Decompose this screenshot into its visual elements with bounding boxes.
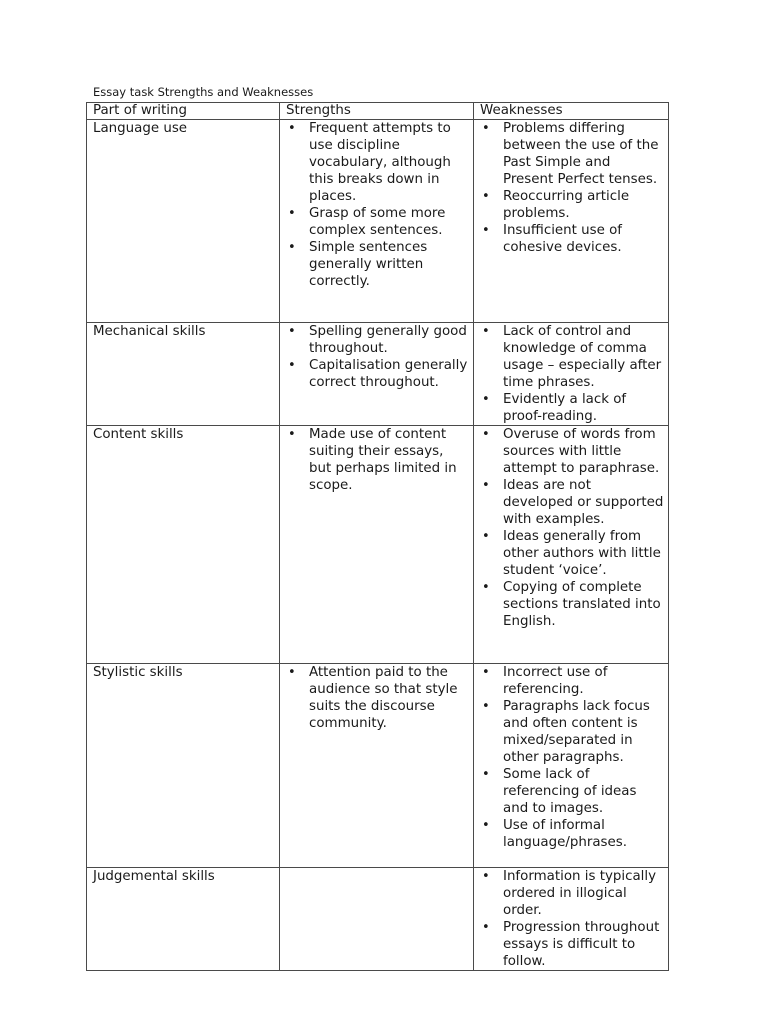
header-strengths: Strengths bbox=[280, 103, 474, 120]
table-header-row bbox=[87, 103, 669, 120]
strengths-list bbox=[286, 323, 469, 391]
list-item: • Insufficient use of cohesive devices. bbox=[480, 222, 664, 256]
strengths-list bbox=[286, 664, 469, 732]
list-item: • Attention paid to the audience so that style suits the discourse community. bbox=[286, 664, 469, 732]
list-item: • Overuse of words from sources with little attempt to paraphrase. bbox=[480, 426, 664, 477]
list-item: • Use of informal language/phrases. bbox=[480, 817, 664, 851]
weaknesses-list bbox=[480, 323, 664, 425]
table-row bbox=[87, 323, 669, 426]
list-item: • Frequent attempts to use discipline vocabulary, although this breaks down in places. bbox=[286, 120, 469, 205]
weaknesses-cell bbox=[474, 664, 669, 868]
list-item: • Spelling generally good throughout. bbox=[286, 323, 469, 357]
weaknesses-list bbox=[480, 868, 664, 970]
strengths-cell bbox=[280, 868, 474, 971]
part-cell: Stylistic skills bbox=[87, 664, 280, 868]
part-cell: Content skills bbox=[87, 426, 280, 664]
list-item: • Lack of control and knowledge of comma usage – especially after time phrases. bbox=[480, 323, 664, 391]
strengths-cell bbox=[280, 664, 474, 868]
list-item: • Capitalisation generally correct throughout. bbox=[286, 357, 469, 391]
part-cell: Language use bbox=[87, 120, 280, 323]
weaknesses-cell bbox=[474, 868, 669, 971]
weaknesses-list bbox=[480, 664, 664, 851]
part-cell: Judgemental skills bbox=[87, 868, 280, 971]
weaknesses-cell bbox=[474, 426, 669, 664]
list-item: • Information is typically ordered in illogical order. bbox=[480, 868, 664, 919]
list-item: • Problems differing between the use of the Past Simple and Present Perfect tenses. bbox=[480, 120, 664, 188]
strengths-list bbox=[286, 426, 469, 494]
list-item: • Ideas generally from other authors with little student ‘voice’. bbox=[480, 528, 664, 579]
list-item: • Reoccurring article problems. bbox=[480, 188, 664, 222]
list-item: • Evidently a lack of proof-reading. bbox=[480, 391, 664, 425]
table-row bbox=[87, 868, 669, 971]
table-row bbox=[87, 664, 669, 868]
strengths-weaknesses-table bbox=[86, 102, 669, 971]
list-item: • Progression throughout essays is difficult to follow. bbox=[480, 919, 664, 970]
strengths-cell bbox=[280, 426, 474, 664]
list-item: • Grasp of some more complex sentences. bbox=[286, 205, 469, 239]
list-item: • Copying of complete sections translated into English. bbox=[480, 579, 664, 630]
list-item: • Some lack of referencing of ideas and to images. bbox=[480, 766, 664, 817]
list-item: • Incorrect use of referencing. bbox=[480, 664, 664, 698]
header-part-of-writing: Part of writing bbox=[87, 103, 280, 120]
list-item: • Ideas are not developed or supported with examples. bbox=[480, 477, 664, 528]
list-item: • Made use of content suiting their essays, but perhaps limited in scope. bbox=[286, 426, 469, 494]
table-row bbox=[87, 426, 669, 664]
weaknesses-list bbox=[480, 426, 664, 630]
strengths-list bbox=[286, 120, 469, 290]
strengths-cell bbox=[280, 323, 474, 426]
list-item: • Simple sentences generally written correctly. bbox=[286, 239, 469, 290]
part-cell: Mechanical skills bbox=[87, 323, 280, 426]
weaknesses-cell bbox=[474, 323, 669, 426]
header-weaknesses: Weaknesses bbox=[474, 103, 669, 120]
table-row bbox=[87, 120, 669, 323]
list-item: • Paragraphs lack focus and often content is mixed/separated in other paragraphs. bbox=[480, 698, 664, 766]
strengths-cell bbox=[280, 120, 474, 323]
weaknesses-list bbox=[480, 120, 664, 256]
weaknesses-cell bbox=[474, 120, 669, 323]
document-title: Essay task Strengths and Weaknesses bbox=[93, 85, 314, 99]
